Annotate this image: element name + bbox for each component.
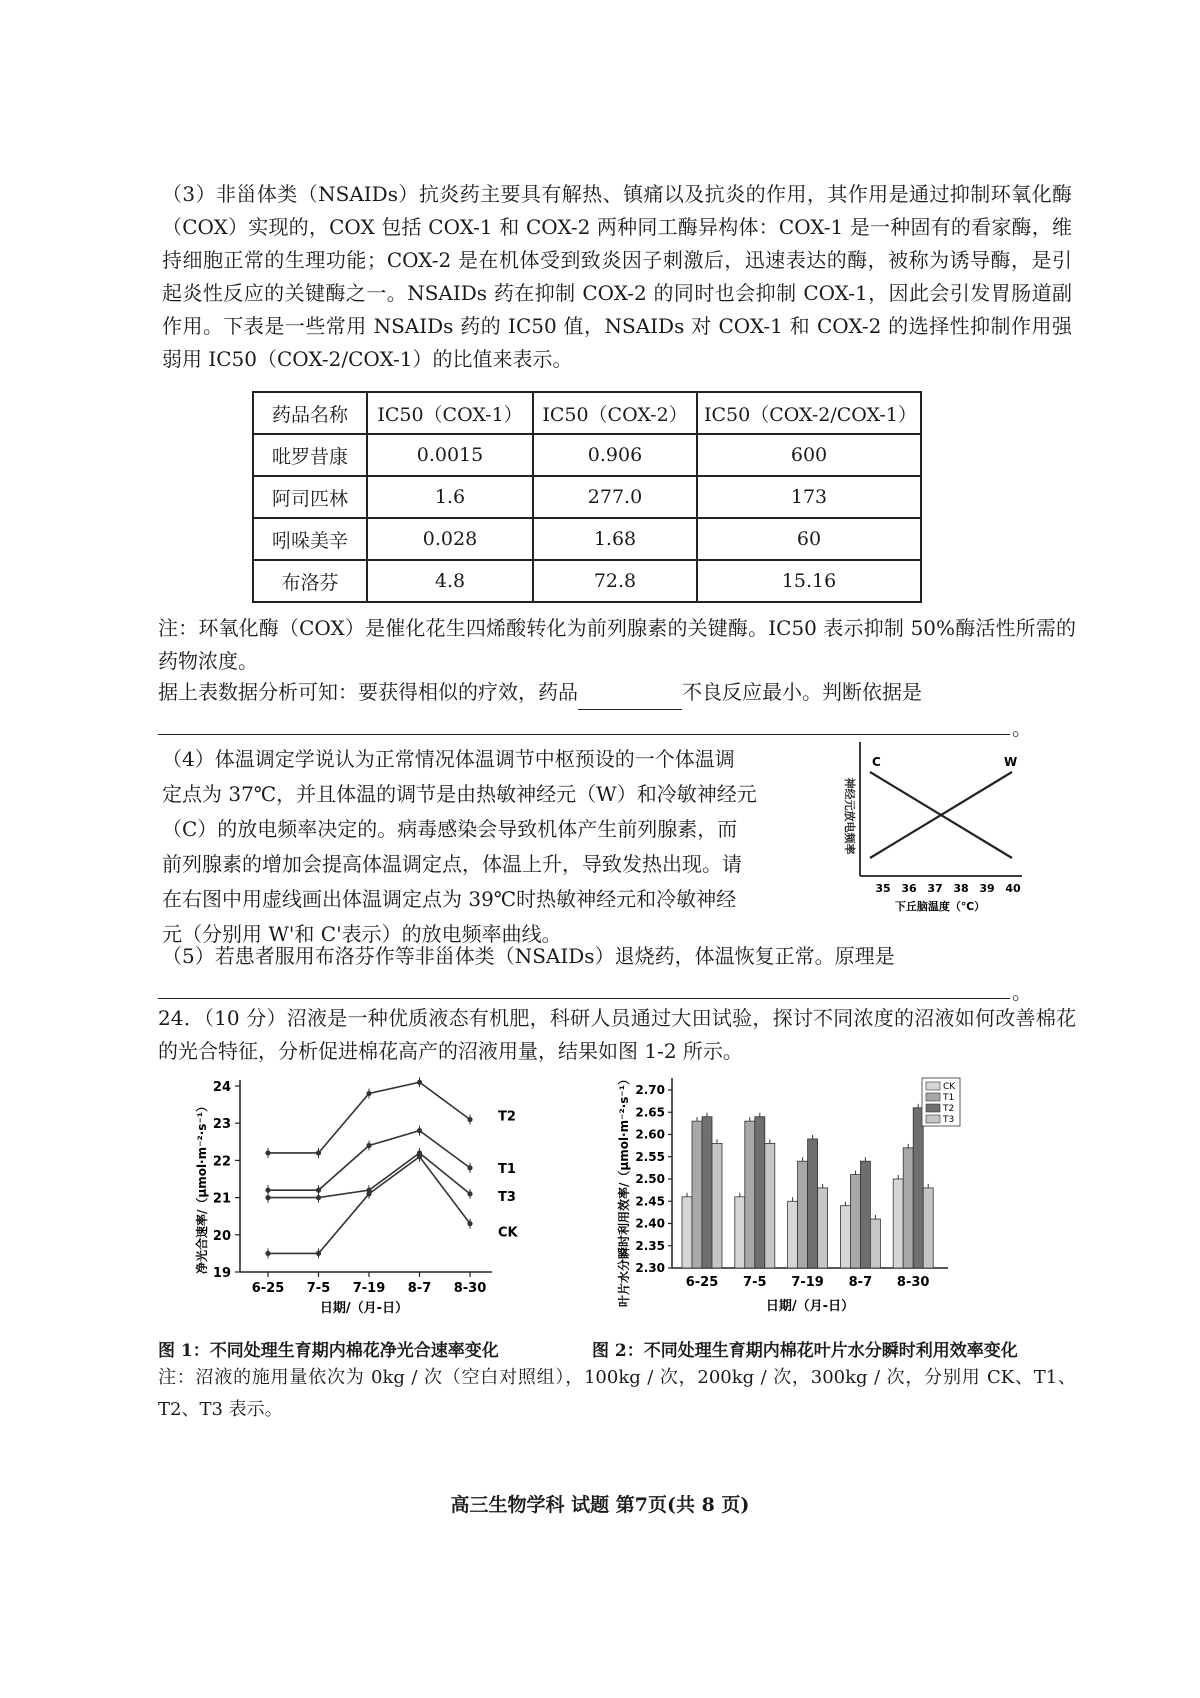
fig1-data-point — [316, 1195, 321, 1200]
fig2-bar-T3 — [818, 1188, 828, 1268]
label-w: W — [1004, 755, 1018, 769]
label-c: C — [872, 755, 881, 769]
fig1-series-label-T1: T1 — [498, 1161, 516, 1177]
fig2-bar-CK — [840, 1206, 850, 1268]
table-header: IC50（COX-1） — [367, 392, 533, 434]
fig2-legend-label: T1 — [943, 1093, 955, 1103]
fig2-ytick-label: 2.35 — [635, 1238, 665, 1253]
fig1-data-point — [316, 1150, 321, 1155]
fig2-xlabel: 日期/（月-日） — [765, 1299, 855, 1314]
page-footer: 高三生物学科 试题 第7页(共 8 页) — [450, 1494, 750, 1516]
period-mark: 。 — [1012, 980, 1032, 1004]
q24-paragraph: 24．（10 分）沼液是一种优质液态有机肥，科研人员通过大田试验，探讨不同浓度的沼液如何改善棉花的光合特征，分析促进棉花高产的沼液用量，结果如图 1-2 所示。 — [158, 1006, 1076, 1063]
table-cell: 1.68 — [533, 518, 697, 560]
answer-blank-drug[interactable] — [578, 676, 682, 710]
figure1-caption: 图 1：不同处理生育期内棉花净光合速率变化 — [158, 1341, 499, 1361]
fig2-bar-CK — [735, 1197, 745, 1268]
q3-question-text-a: 据上表数据分析可知：要获得相似的疗效，药品 — [158, 680, 578, 704]
fig1-data-point — [265, 1251, 270, 1256]
fig1-data-point — [265, 1188, 270, 1193]
fig2-bar-T2 — [808, 1139, 818, 1268]
fig1-series-label-T3: T3 — [498, 1189, 516, 1205]
table-note: 注：环氧化酶（COX）是催化花生四烯酸转化为前列腺素的关键酶。IC50 表示抑制 50%酶活性所需的药物浓度。 — [158, 616, 1076, 673]
x-tick: 36 — [901, 882, 917, 895]
fig2-legend-swatch — [926, 1104, 940, 1112]
table-cell: 4.8 — [367, 560, 533, 602]
table-cell: 1.6 — [367, 476, 533, 518]
table-cell: 0.906 — [533, 434, 697, 476]
fig2-bar-CK — [893, 1179, 903, 1268]
table-row — [253, 560, 921, 602]
table-header: IC50（COX-2） — [533, 392, 697, 434]
fig1-data-point — [417, 1154, 422, 1159]
fig1-xlabel: 日期/（月-日） — [319, 1301, 409, 1316]
fig2-bar-T2 — [755, 1117, 765, 1268]
x-tick: 40 — [1005, 882, 1021, 895]
fig1-ytick-label: 20 — [212, 1228, 231, 1244]
figure1-net-photosynthesis-chart[interactable] — [180, 1072, 525, 1318]
period-mark: 。 — [1012, 716, 1032, 740]
fig2-bar-T1 — [798, 1161, 808, 1268]
table-cell: 吲哚美辛 — [253, 518, 367, 560]
table-cell: 277.0 — [533, 476, 697, 518]
fig1-data-point — [467, 1191, 472, 1196]
fig2-ytick-label: 2.40 — [635, 1216, 665, 1231]
fig2-legend-swatch — [926, 1082, 940, 1090]
neuron-frequency-chart[interactable] — [832, 736, 1042, 914]
fig2-xtick-label: 8-7 — [848, 1275, 873, 1290]
fig2-ytick-label: 2.30 — [635, 1261, 665, 1275]
fig2-legend-swatch — [926, 1093, 940, 1101]
table-cell: 吡罗昔康 — [253, 434, 367, 476]
table-cell: 72.8 — [533, 560, 697, 602]
q3-question — [158, 676, 1076, 710]
fig2-xtick-label: 7-19 — [791, 1275, 824, 1290]
fig2-bar-T2 — [702, 1117, 712, 1268]
fig2-bar-T1 — [745, 1121, 755, 1268]
fig2-xtick-label: 8-30 — [896, 1275, 930, 1290]
figure2-water-use-efficiency-chart[interactable] — [600, 1072, 1000, 1318]
table-header: 药品名称 — [253, 392, 367, 434]
table-header: IC50（COX-2/COX-1） — [697, 392, 921, 434]
x-tick: 35 — [875, 882, 891, 895]
fig2-xtick-label: 7-5 — [743, 1275, 767, 1290]
fig1-data-point — [467, 1165, 472, 1170]
x-tick: 38 — [953, 882, 969, 895]
fig1-data-point — [265, 1150, 270, 1155]
fig1-data-point — [417, 1128, 422, 1133]
fig1-xtick-label: 7-5 — [306, 1281, 331, 1296]
table-cell: 0.028 — [367, 518, 533, 560]
fig1-data-point — [366, 1143, 371, 1148]
x-tick: 37 — [927, 882, 943, 895]
fig2-xtick-label: 6-25 — [685, 1275, 719, 1290]
fig2-bar-T1 — [692, 1121, 702, 1268]
fig2-bar-T1 — [903, 1148, 913, 1268]
ic50-table — [252, 391, 922, 603]
fig2-bar-T2 — [860, 1161, 870, 1268]
fig2-bar-T1 — [850, 1175, 860, 1268]
q4-line: 在右图中用虚线画出体温调定点为 39℃时热敏神经元和冷敏神经 — [162, 887, 737, 911]
fig2-bar-CK — [682, 1197, 692, 1268]
fig1-ytick-label: 22 — [212, 1154, 231, 1170]
fig2-legend-label: T3 — [943, 1115, 955, 1125]
fig2-bar-T2 — [913, 1108, 923, 1268]
fig1-xtick-label: 6-25 — [251, 1281, 285, 1296]
neuron-chart-xlabel: 下丘脑温度（℃） — [894, 900, 986, 913]
fig1-xtick-label: 7-19 — [352, 1281, 386, 1296]
q4-paragraph — [162, 742, 802, 952]
fig1-xtick-label: 8-7 — [407, 1281, 432, 1296]
fig2-bar-T3 — [765, 1143, 775, 1268]
fig1-xtick-label: 8-30 — [453, 1281, 487, 1296]
fig1-data-point — [265, 1195, 270, 1200]
q3-question-text-b: 不良反应最小。判断依据是 — [682, 680, 922, 704]
fig2-ytick-label: 2.55 — [635, 1149, 665, 1164]
fig1-ytick-label: 19 — [212, 1266, 231, 1281]
fig2-bar-T3 — [712, 1143, 722, 1268]
fig2-ytick-label: 2.60 — [635, 1127, 665, 1142]
fig1-data-point — [366, 1191, 371, 1196]
table-cell: 布洛芬 — [253, 560, 367, 602]
q4-line: 定点为 37℃，并且体温的调节是由热敏神经元（W）和冷敏神经元 — [162, 782, 757, 806]
fig2-ytick-label: 2.50 — [635, 1172, 665, 1186]
fig2-bar-T3 — [923, 1188, 933, 1268]
answer-blank-reason[interactable] — [158, 734, 1010, 735]
fig2-ylabel: 叶片水分瞬时利用效率/（μmol·m⁻²·s⁻¹） — [617, 1072, 631, 1308]
fig2-ytick-label: 2.70 — [635, 1083, 665, 1097]
fig1-ytick-label: 24 — [212, 1080, 231, 1095]
figure2-caption: 图 2：不同处理生育期内棉花叶片水分瞬时利用效率变化 — [592, 1341, 1018, 1361]
q4-line: 元（分别用 W'和 C'表示）的放电频率曲线。 — [162, 922, 562, 946]
fig1-series-line-T1 — [268, 1131, 470, 1191]
fig1-ytick-label: 21 — [212, 1191, 231, 1207]
fig1-series-label-T2: T2 — [498, 1109, 516, 1125]
q24-note: 注：沼液的施用量依次为 0kg / 次（空白对照组），100kg / 次，200kg / 次，300kg / 次，分别用 CK、T1、T2、T3 表示。 — [158, 1367, 1076, 1420]
fig1-data-point — [467, 1117, 472, 1122]
fig2-ytick-label: 2.45 — [635, 1194, 665, 1209]
q4-line: （4）体温调定学说认为正常情况体温调节中枢预设的一个体温调 — [162, 747, 735, 771]
q4-line: 前列腺素的增加会提高体温调定点，体温上升，导致发热出现。请 — [162, 852, 742, 876]
fig2-ytick-label: 2.65 — [635, 1105, 665, 1120]
fig2-bar-T3 — [870, 1219, 880, 1268]
q5-question: （5）若患者服用布洛芬作等非甾体类（NSAIDs）退烧药，体温恢复正常。原理是 — [162, 944, 895, 968]
table-cell: 阿司匹林 — [253, 476, 367, 518]
table-header-row — [253, 392, 921, 434]
q3-paragraph: （3）非甾体类（NSAIDs）抗炎药主要具有解热、镇痛以及抗炎的作用，其作用是通过抑制环氧化酶（COX）实现的，COX 包括 COX-1 和 COX-2 两种同工酶异构体：COX-1 是一种固有的看家酶，维持细胞正常的生理功能；COX-2 是在机体受到致炎因子刺激后，迅速表达的酶，被称为诱导酶，是引起炎性反应的关键酶之一。NSAIDs 药在抑制 COX-2 的同时也会抑制 COX-1，因此会引发胃肠道副作用。下表是一些常用 NSAIDs 药的 IC50 值，NSAIDs 对 COX-1 和 COX-2 的选择性抑制作用强弱用 IC50（COX-2/COX-1）的比值来表示。 — [162, 182, 1072, 371]
answer-blank-q5[interactable] — [158, 998, 1010, 999]
table-cell: 0.0015 — [367, 434, 533, 476]
table-cell: 600 — [697, 434, 921, 476]
fig2-bar-CK — [788, 1201, 798, 1268]
fig1-data-point — [366, 1091, 371, 1096]
q4-line: （C）的放电频率决定的。病毒感染会导致机体产生前列腺素，而 — [162, 817, 738, 841]
fig1-data-point — [467, 1221, 472, 1226]
table-row — [253, 476, 921, 518]
fig1-data-point — [316, 1188, 321, 1193]
fig1-series-label-CK: CK — [498, 1225, 518, 1241]
fig2-legend-label: CK — [943, 1082, 956, 1092]
fig1-ytick-label: 23 — [212, 1117, 231, 1133]
neuron-chart-ylabel: 神经元放电频率 — [843, 777, 856, 855]
table-row — [253, 518, 921, 560]
fig2-legend-label: T2 — [943, 1104, 955, 1114]
fig1-series-line-CK — [268, 1157, 470, 1254]
x-tick: 39 — [979, 882, 995, 895]
table-row — [253, 434, 921, 476]
table-cell: 173 — [697, 476, 921, 518]
fig1-ylabel: 净光合速率/（μmol·m⁻²·s⁻¹） — [195, 1099, 209, 1275]
fig1-data-point — [417, 1080, 422, 1085]
table-cell: 60 — [697, 518, 921, 560]
fig2-legend-swatch — [926, 1115, 940, 1123]
fig1-data-point — [316, 1251, 321, 1256]
table-cell: 15.16 — [697, 560, 921, 602]
